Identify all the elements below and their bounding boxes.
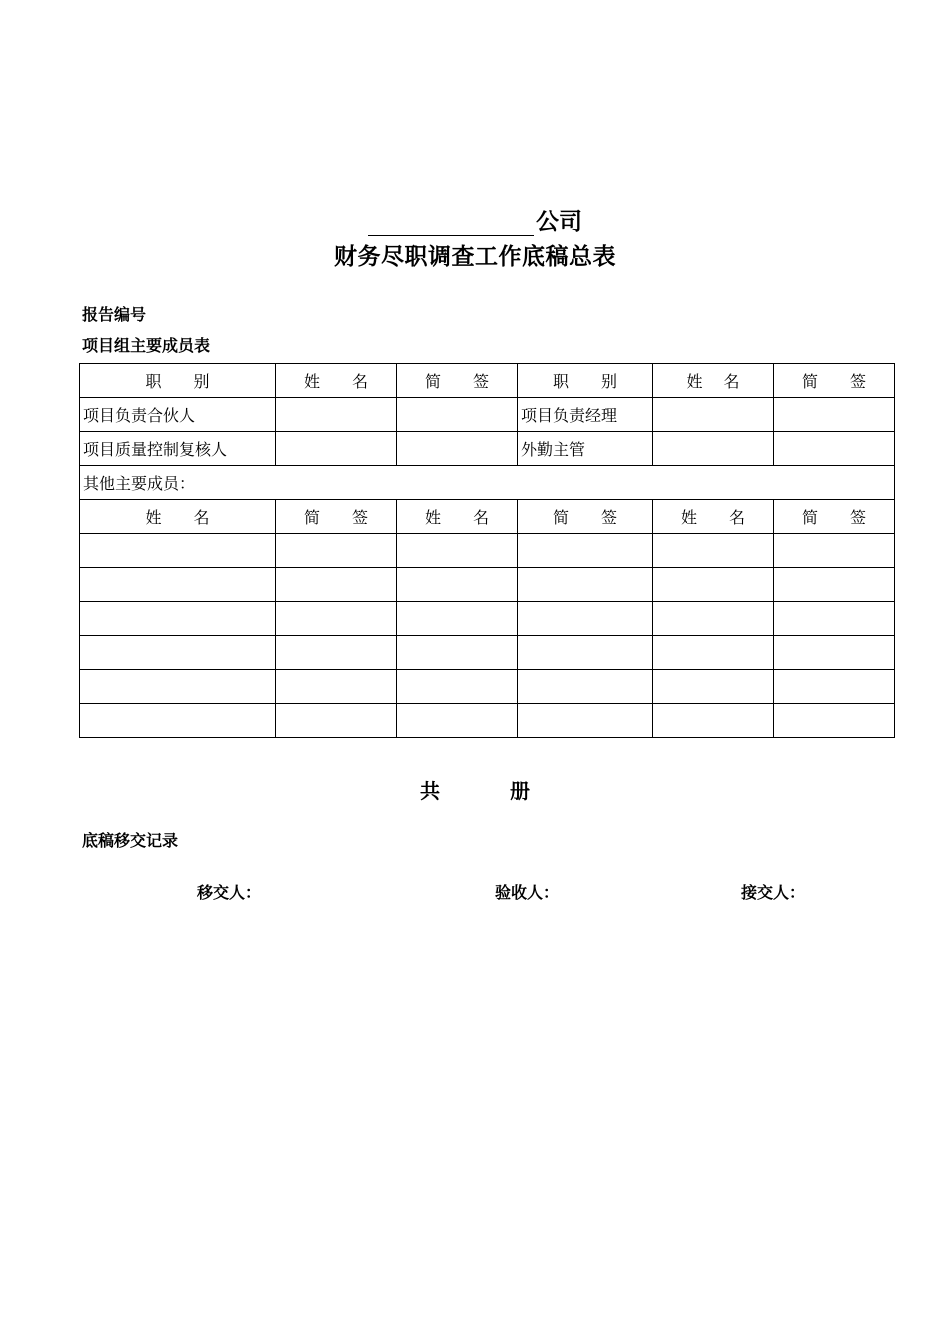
member-cell[interactable] bbox=[397, 670, 518, 704]
table-row bbox=[80, 466, 895, 500]
page-title: 财务尽职调查工作底稿总表 bbox=[334, 244, 616, 270]
member-cell[interactable] bbox=[774, 568, 895, 602]
company-title bbox=[0, 203, 950, 236]
member-cell[interactable] bbox=[653, 602, 774, 636]
member-header-name-2: 姓 名 bbox=[397, 500, 518, 534]
member-header-name-1: 姓 名 bbox=[80, 500, 276, 534]
member-cell[interactable] bbox=[276, 670, 397, 704]
partner-name-cell[interactable] bbox=[276, 398, 397, 432]
member-cell[interactable] bbox=[80, 534, 276, 568]
member-header-sign-1: 简 签 bbox=[276, 500, 397, 534]
header-cell-sign-2: 简 签 bbox=[774, 364, 895, 398]
header-cell-role-2: 职 别 bbox=[518, 364, 653, 398]
other-members-label: 其他主要成员： bbox=[80, 466, 895, 500]
member-cell[interactable] bbox=[653, 704, 774, 738]
header-cell-name-1: 姓 名 bbox=[276, 364, 397, 398]
member-header-sign-3: 简 签 bbox=[774, 500, 895, 534]
supervisor-sign-cell[interactable] bbox=[774, 432, 895, 466]
member-cell[interactable] bbox=[80, 602, 276, 636]
member-cell[interactable] bbox=[518, 602, 653, 636]
member-cell[interactable] bbox=[653, 636, 774, 670]
member-cell[interactable] bbox=[653, 670, 774, 704]
company-suffix: 公司 bbox=[536, 209, 582, 235]
manager-name-cell[interactable] bbox=[653, 398, 774, 432]
volume-count bbox=[0, 775, 950, 804]
table-row bbox=[80, 704, 895, 738]
transfer-record-label: 底稿移交记录 bbox=[82, 831, 179, 850]
report-number-label: 报告编号 bbox=[82, 305, 147, 324]
member-header-row bbox=[80, 500, 895, 534]
table-row bbox=[80, 398, 895, 432]
member-cell[interactable] bbox=[518, 534, 653, 568]
inspector-label: 验收人： bbox=[495, 883, 560, 902]
member-cell[interactable] bbox=[774, 534, 895, 568]
table-row bbox=[80, 568, 895, 602]
volume-count-suffix: 册 bbox=[509, 779, 530, 803]
member-cell[interactable] bbox=[397, 636, 518, 670]
receiver-label: 接交人： bbox=[741, 883, 806, 902]
member-cell[interactable] bbox=[774, 670, 895, 704]
member-cell[interactable] bbox=[80, 704, 276, 738]
member-cell[interactable] bbox=[276, 636, 397, 670]
member-cell[interactable] bbox=[397, 534, 518, 568]
partner-sign-cell[interactable] bbox=[397, 398, 518, 432]
member-cell[interactable] bbox=[518, 670, 653, 704]
role-field-supervisor: 外勤主管 bbox=[518, 432, 653, 466]
role-qc-reviewer: 项目质量控制复核人 bbox=[80, 432, 276, 466]
member-header-sign-2: 简 签 bbox=[518, 500, 653, 534]
member-cell[interactable] bbox=[774, 602, 895, 636]
member-cell[interactable] bbox=[397, 568, 518, 602]
member-cell[interactable] bbox=[80, 670, 276, 704]
member-cell[interactable] bbox=[774, 704, 895, 738]
table-header-row bbox=[80, 364, 895, 398]
header-cell-role-1: 职 别 bbox=[80, 364, 276, 398]
member-cell[interactable] bbox=[518, 704, 653, 738]
header-cell-sign-1: 简 签 bbox=[397, 364, 518, 398]
role-manager: 项目负责经理 bbox=[518, 398, 653, 432]
table-row bbox=[80, 636, 895, 670]
member-cell[interactable] bbox=[397, 602, 518, 636]
member-cell[interactable] bbox=[653, 568, 774, 602]
table-row bbox=[80, 670, 895, 704]
header-cell-name-2: 姓 名 bbox=[653, 364, 774, 398]
team-members-table bbox=[79, 363, 895, 738]
member-cell[interactable] bbox=[276, 602, 397, 636]
team-table-label: 项目组主要成员表 bbox=[82, 336, 211, 355]
qc-sign-cell[interactable] bbox=[397, 432, 518, 466]
member-cell[interactable] bbox=[397, 704, 518, 738]
table-row bbox=[80, 534, 895, 568]
company-name-blank bbox=[368, 211, 534, 236]
table-row bbox=[80, 602, 895, 636]
member-cell[interactable] bbox=[276, 534, 397, 568]
member-cell[interactable] bbox=[518, 636, 653, 670]
handover-person-label: 移交人： bbox=[197, 883, 262, 902]
member-cell[interactable] bbox=[276, 704, 397, 738]
member-cell[interactable] bbox=[653, 534, 774, 568]
role-partner: 项目负责合伙人 bbox=[80, 398, 276, 432]
manager-sign-cell[interactable] bbox=[774, 398, 895, 432]
table-row bbox=[80, 432, 895, 466]
member-cell[interactable] bbox=[80, 636, 276, 670]
volume-count-prefix: 共 bbox=[420, 779, 441, 803]
supervisor-name-cell[interactable] bbox=[653, 432, 774, 466]
member-cell[interactable] bbox=[276, 568, 397, 602]
member-header-name-3: 姓 名 bbox=[653, 500, 774, 534]
member-cell[interactable] bbox=[80, 568, 276, 602]
member-cell[interactable] bbox=[774, 636, 895, 670]
member-cell[interactable] bbox=[518, 568, 653, 602]
qc-name-cell[interactable] bbox=[276, 432, 397, 466]
